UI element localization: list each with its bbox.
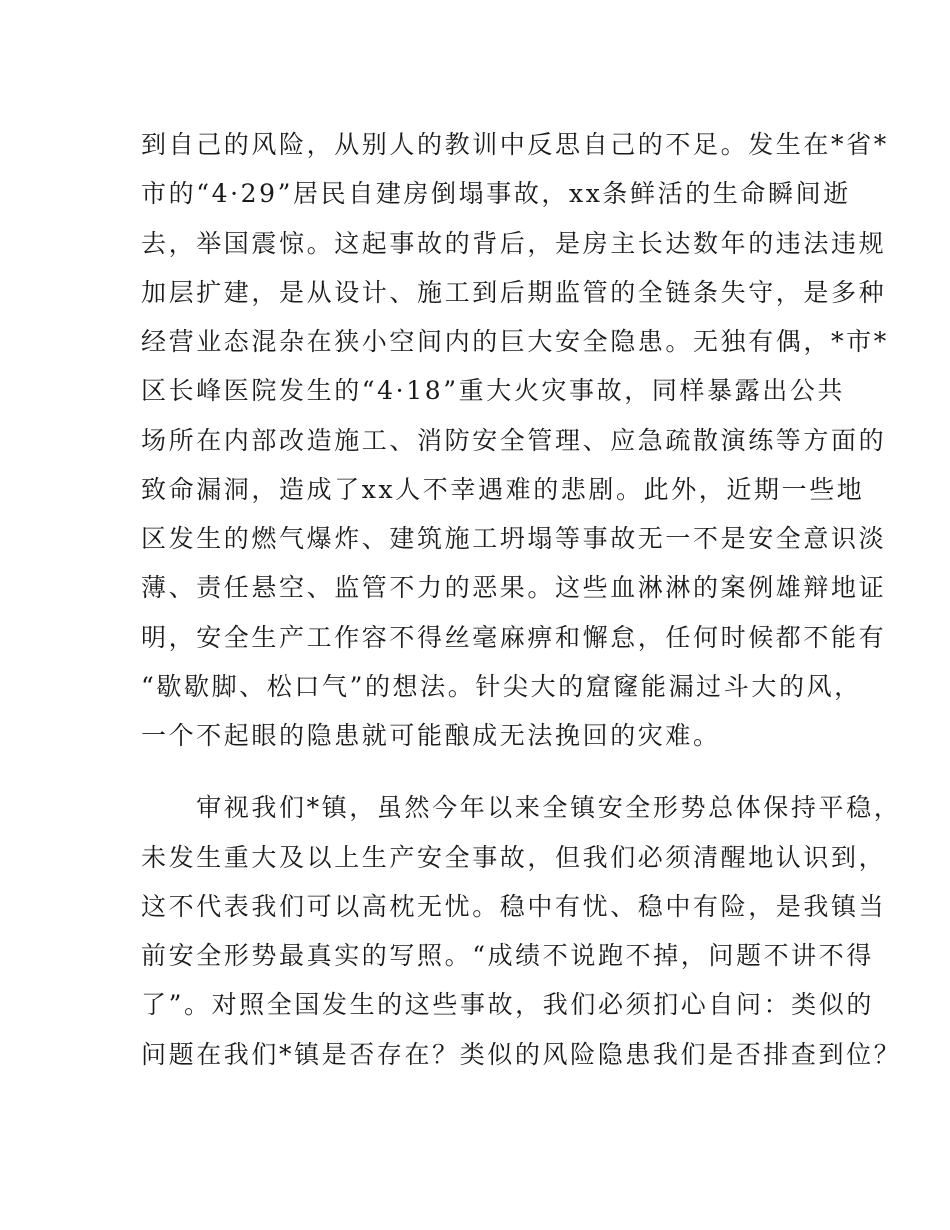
- document-page: [141, 120, 902, 1079]
- text-line: 问题在我们*镇是否存在？类似的风险隐患我们是否排查到位？: [141, 1039, 902, 1069]
- text-line: 一个不起眼的隐患就可能酿成无法挽回的灾难。: [141, 721, 721, 750]
- text-line: 了”。对照全国发生的这些事故，我们必须扪心自问：类似的: [141, 990, 874, 1020]
- paragraph-1: [141, 120, 889, 760]
- text-line: 市的“4·29”居民自建房倒塌事故，xx条鲜活的生命瞬间逝: [141, 179, 851, 209]
- text-line: 区发生的燃气爆炸、建筑施工坍塌等事故无一不是安全意识淡: [141, 524, 887, 553]
- text-line: 经营业态混杂在狭小空间内的巨大安全隐患。无独有偶，*市*: [141, 327, 889, 356]
- text-line: 审视我们*镇，虽然今年以来全镇安全形势总体保持平稳，: [141, 793, 902, 823]
- text-line: 未发生重大及以上生产安全事故，但我们必须清醒地认识到，: [141, 842, 887, 872]
- text-line: 加层扩建，是从设计、施工到后期监管的全链条失守，是多种: [141, 277, 887, 307]
- paragraph-spacing: [141, 760, 813, 783]
- text-line: 场所在内部改造施工、消防安全管理、应急疏散演练等方面的: [141, 425, 887, 455]
- text-line: 前安全形势最真实的写照。“成绩不说跑不掉，问题不讲不得: [141, 941, 874, 970]
- text-line: 去，举国震惊。这起事故的背后，是房主长达数年的违法违规: [141, 228, 887, 258]
- paragraph-2: [141, 783, 902, 1079]
- text-line: 致命漏洞，造成了xx人不幸遇难的悲剧。此外，近期一些地: [141, 474, 865, 504]
- text-line: 薄、责任悬空、监管不力的恶果。这些血淋淋的案例雄辩地证: [141, 573, 887, 603]
- text-line: 这不代表我们可以高枕无忧。稳中有忧、稳中有险，是我镇当: [141, 891, 887, 921]
- text-line: 区长峰医院发生的“4·18”重大火灾事故，同样暴露出公共: [141, 376, 846, 406]
- text-line: “歇歇脚、松口气”的想法。针尖大的窟窿能漏过斗大的风，: [141, 671, 862, 701]
- text-line: 到自己的风险，从别人的教训中反思自己的不足。发生在*省*: [141, 130, 889, 159]
- text-line: 明，安全生产工作容不得丝毫麻痹和懈怠，任何时候都不能有: [141, 622, 887, 652]
